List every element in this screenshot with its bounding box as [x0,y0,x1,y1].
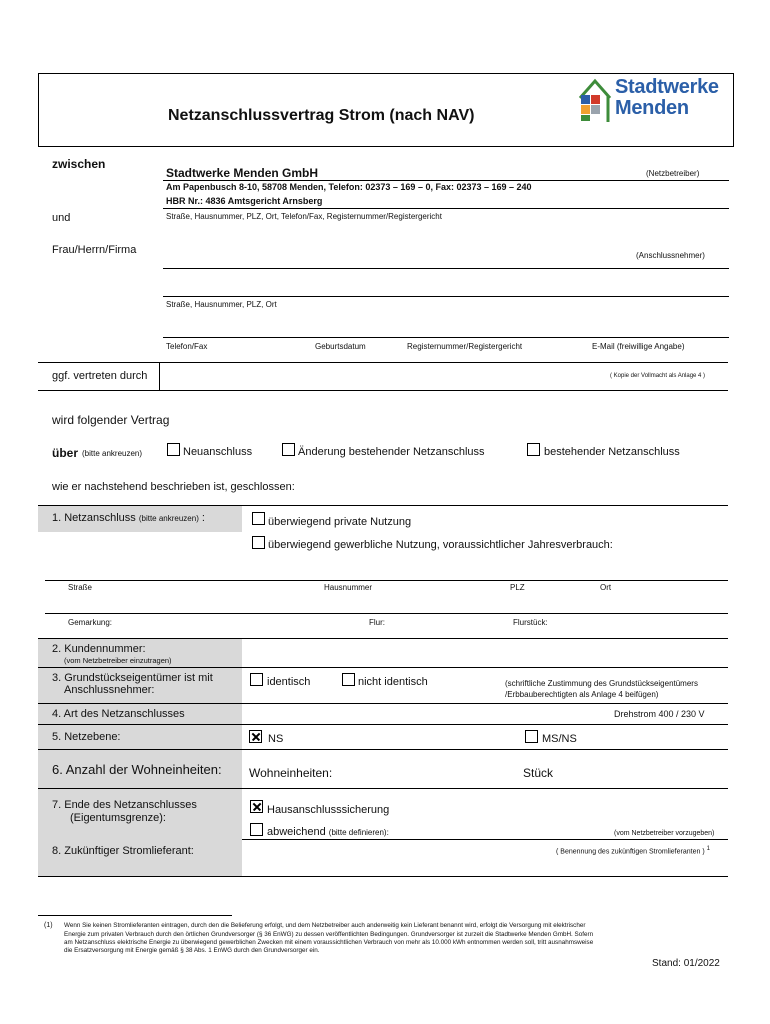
opt-neuanschluss: Neuanschluss [183,446,253,458]
contract-intro: wird folgender Vertrag [52,413,170,427]
label-represented: ggf. vertreten durch [52,370,148,382]
row3-label-1: 3. Grundstückseigentümer ist mit [52,672,213,684]
role-customer: (Anschlussnehmer) [636,251,705,260]
checkbox-nicht-identisch[interactable] [342,673,355,686]
footnote-line2: Energie zum privaten Verbrauch durch den örtlichen Grundversorger (§ 36 EnWG) zu dessen veröffentlichten Bedingungen. Grundversorger ist zurzeit die Stadtwerke Menden GmbH. Sofern [64,931,594,938]
caption-register: Registernummer/Registergericht [407,342,523,351]
caption-street: Straße [68,583,93,592]
opt-identisch: identisch [267,676,311,688]
row7-label-1: 7. Ende des Netzanschlusses [52,799,197,811]
row6-field-label: Wohneinheiten: [249,766,333,780]
logo-text-line2: Menden [615,97,689,119]
gemarkung-line[interactable] [45,613,728,614]
company-address: Am Papenbusch 8-10, 58708 Menden, Telefon: 02373 – 169 – 0, Fax: 02373 – 169 – 240 [166,182,532,192]
row2-hint: (vom Netzbetreiber einzutragen) [64,656,172,665]
contract-closing: wie er nachstehend beschrieben ist, geschlossen: [52,481,295,493]
checkbox-ns[interactable] [249,730,262,743]
label-customer: Frau/Herrn/Firma [52,244,137,256]
opt-private: überwiegend private Nutzung [268,516,412,528]
row2-label: 2. Kundennummer: [52,643,146,655]
label-zwischen: zwischen [52,157,106,171]
customer-name-line[interactable] [163,268,729,269]
row4-label: 4. Art des Netzanschlusses [52,708,185,720]
caption-birth: Geburtsdatum [315,342,366,351]
checkbox-commercial[interactable] [252,536,265,549]
ueber-hint: (bitte ankreuzen) [82,449,143,458]
row3-label-2: Anschlussnehmer: [64,684,155,696]
caption-flurstueck: Flurstück: [513,618,548,627]
label-und: und [52,212,71,224]
checkbox-aenderung[interactable] [282,443,295,456]
opt-ms-ns: MS/NS [542,733,577,745]
represented-note: ( Kopie der Vollmacht als Anlage 4 ) [610,373,706,379]
document-title: Netzanschlussvertrag Strom (nach NAV) [168,107,475,124]
checkbox-private[interactable] [252,512,265,525]
checkbox-identisch[interactable] [250,673,263,686]
opt-ns: NS [268,733,284,745]
address-caption: Straße, Hausnummer, PLZ, Ort, Telefon/Fax, Registernummer/Registergericht [166,212,442,221]
document-stand: Stand: 01/2022 [652,958,720,969]
checkbox-bestehend[interactable] [527,443,540,456]
customer-number-field[interactable] [244,640,728,666]
customer-address-caption: Straße, Hausnummer, PLZ, Ort [166,300,277,309]
caption-email: E-Mail (freiwillige Angabe) [592,342,685,351]
row6-unit: Stück [523,766,554,780]
row4-value: Drehstrom 400 / 230 V [614,709,705,719]
logo-house-icon [578,78,612,124]
caption-phone: Telefon/Fax [166,342,208,351]
opt-abweichend-hint: (bitte definieren): [328,828,389,837]
footnote-separator [38,915,232,916]
customer-address-line[interactable] [163,296,729,297]
street-line[interactable] [45,580,728,581]
row7-label-2: (Eigentumsgrenze): [70,812,166,824]
section1-label [52,512,205,524]
caption-house: Hausnummer [324,583,373,592]
opt-hausanschlusssicherung: Hausanschlusssicherung [267,804,390,816]
row8-note-text: ( Benennung des zukünftigen Stromlieferanten ) [556,848,705,856]
caption-gemarkung: Gemarkung: [68,618,113,627]
row6-label: 6. Anzahl der Wohneinheiten: [52,762,222,777]
opt-bestehend: bestehender Netzanschluss [544,446,680,458]
caption-city: Ort [600,583,612,592]
company-name: Stadtwerke Menden GmbH [166,166,319,180]
logo [578,76,728,126]
footnote-line3: am Netzanschluss elektrische Energie zu überwiegend gewerblichen Zwecken mit einem voraussichtlichen Verbrauch von mehr als 10.000 kWh entnommen werden soll, tritt ausnahmsweise [64,939,594,946]
label-ueber: über [52,446,79,460]
role-operator: (Netzbetreiber) [646,169,700,178]
opt-abweichend [267,826,389,838]
checkbox-neuanschluss[interactable] [167,443,180,456]
logo-text-line1: Stadtwerke [615,76,719,98]
opt-aenderung: Änderung bestehender Netzanschluss [298,446,485,458]
caption-zip: PLZ [510,583,525,592]
footnote-marker: (1) [44,922,53,929]
checkbox-hausanschlusssicherung[interactable] [250,800,263,813]
checkbox-ms-ns[interactable] [525,730,538,743]
caption-flur: Flur: [369,618,385,627]
opt-nicht-identisch: nicht identisch [358,676,428,688]
checkbox-abweichend[interactable] [250,823,263,836]
row3-note-1: (schriftliche Zustimmung des Grundstückseigentümers [505,679,698,688]
company-hbr: HBR Nr.: 4836 Amtsgericht Arnsberg [166,196,323,206]
wohneinheiten-field[interactable] [340,760,515,780]
row3-note-2: /Erbbauberechtigten als Anlage 4 beifügen) [505,690,659,699]
row8-footnote-ref: 1 [706,846,710,852]
footnote-line4: die Ersatzversorgung mit Energie gemäß § 38 Abs. 1 EnWG durch den Grundversorger ein. [64,947,320,954]
row7-note: (vom Netzbetreiber vorzugeben) [614,830,715,837]
opt-commercial: überwiegend gewerbliche Nutzung, voraussichtlicher Jahresverbrauch: [268,539,613,551]
section1-colon: : [201,512,205,524]
row5-label: 5. Netzebene: [52,731,121,743]
section1-hint: (bitte ankreuzen) [138,514,199,523]
opt-abweichend-text: abweichend [267,826,326,838]
section1-label-text: 1. Netzanschluss [52,512,136,524]
footnote-line1: Wenn Sie keinen Stromlieferanten eintragen, durch den die Belieferung erfolgt, und dem Netzbetreiber auch anderweitig kein Lieferant benannt wird, erfolgt die Versorgung mit elektrischer [64,922,586,929]
row8-label: 8. Zukünftiger Stromlieferant: [52,845,194,857]
customer-contact-line[interactable] [163,337,729,338]
row8-note [556,846,710,855]
